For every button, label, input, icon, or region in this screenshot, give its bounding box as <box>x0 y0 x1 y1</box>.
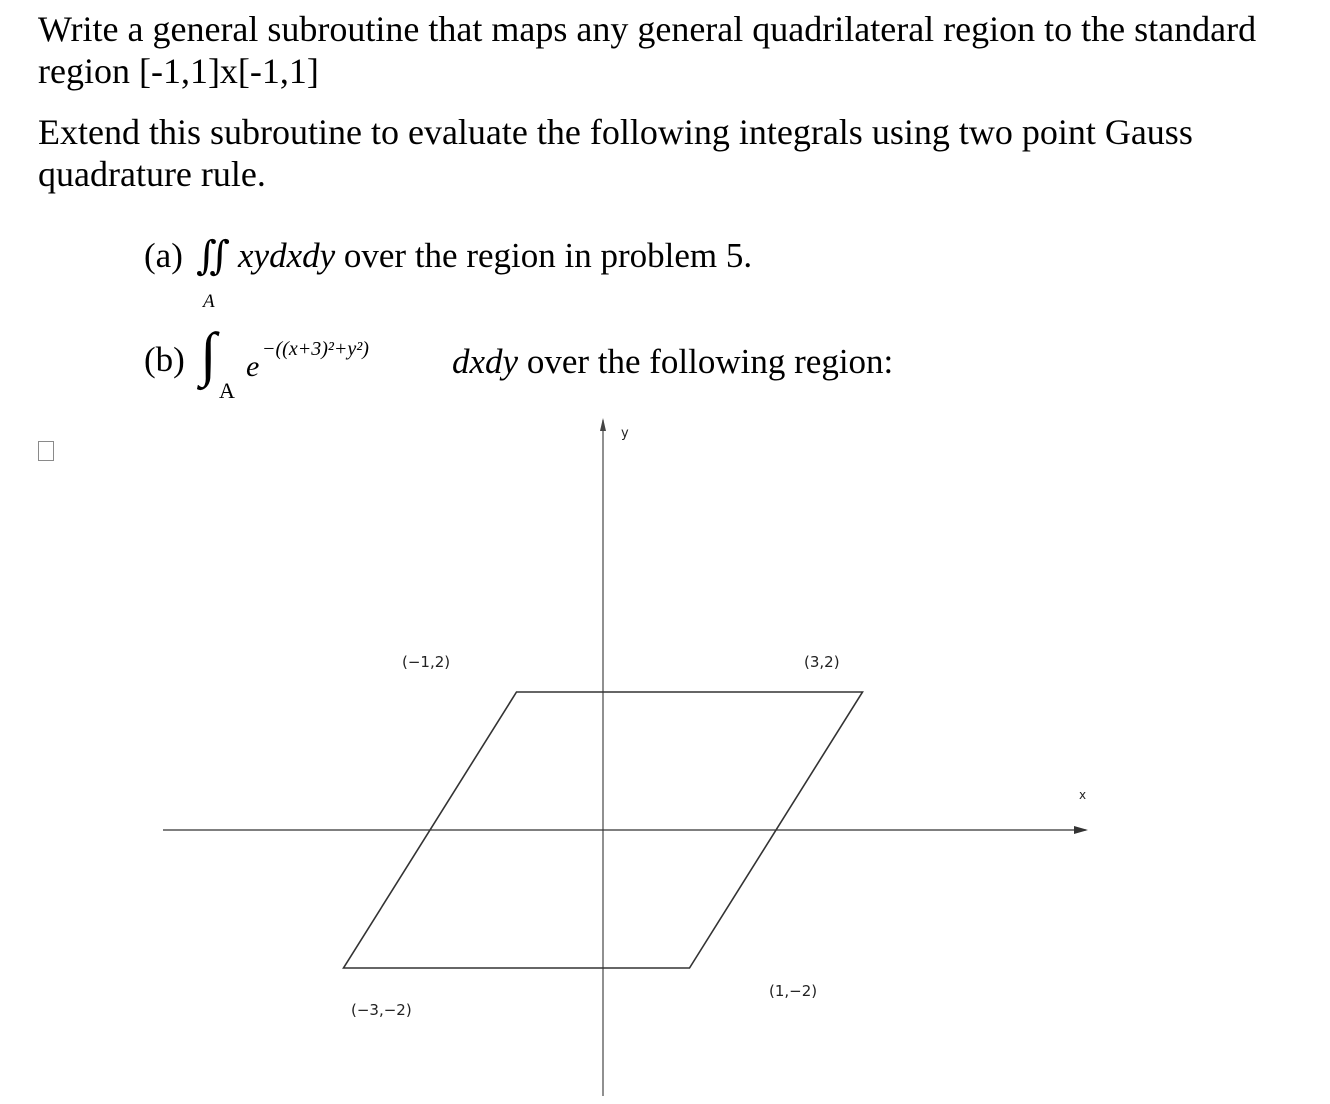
exp-base: e <box>246 350 260 383</box>
x-axis-label: x <box>1079 788 1087 802</box>
y-axis-label: y <box>621 426 629 441</box>
integral-sign: ∫ <box>200 321 217 387</box>
exp-exponent: −((x+3)²+y²) <box>262 338 369 360</box>
part-a-label: (a) <box>144 236 183 275</box>
part-b-domain: A <box>219 378 235 403</box>
part-b-label: (b) <box>144 340 185 379</box>
vertex-label-0: (−1,2) <box>402 653 451 671</box>
vertex-label-3: (−3,−2) <box>351 1001 412 1019</box>
part-a-domain: A <box>203 291 215 312</box>
part-b-text: over the following region: <box>518 342 894 381</box>
y-axis-arrow-icon <box>600 418 606 431</box>
problem-statement: Write a general subroutine that maps any general quadrilateral region to the standard region [-1,1]x[-1,1] <box>38 9 1257 91</box>
vertex-label-1: (3,2) <box>804 653 840 671</box>
x-axis-arrow-icon <box>1074 826 1088 834</box>
double-integral-sign: ∬ <box>196 233 231 278</box>
problem-instruction: Extend this subroutine to evaluate the following integrals using two point Gauss quadrature rule. <box>38 112 1193 194</box>
part-a-integrand: xydxdy <box>238 236 336 275</box>
part-a-text: over the region in problem 5. <box>335 236 753 275</box>
part-b-differential: dxdy <box>452 342 519 381</box>
vertex-label-2: (1,−2) <box>769 982 818 1000</box>
